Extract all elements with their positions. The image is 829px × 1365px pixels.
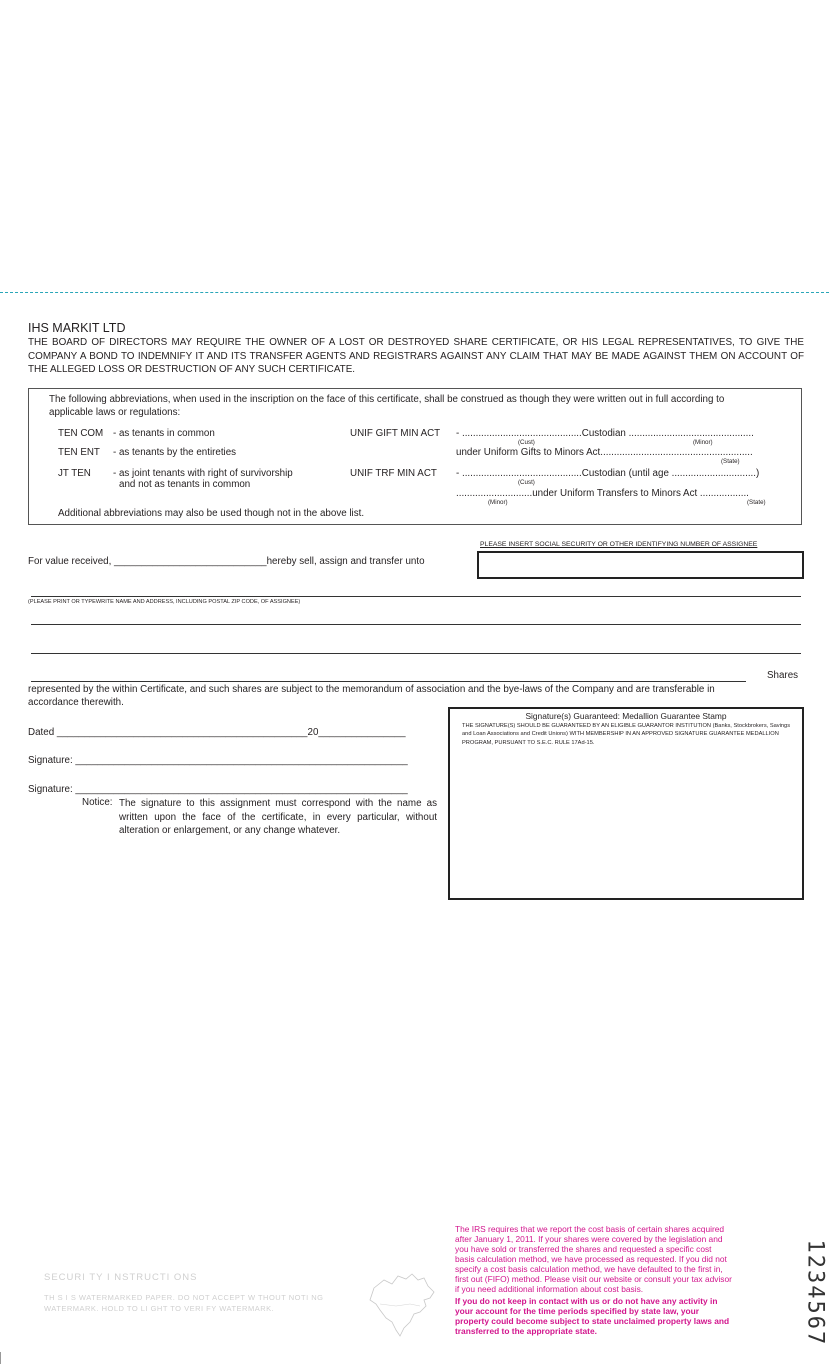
jt-ten-desc-2: and not as tenants in common — [119, 479, 251, 490]
unif-gift-label: UNIF GIFT MIN ACT — [350, 428, 441, 439]
guarantee-title: Signature(s) Guaranteed: Medallion Guarantee Stamp — [525, 711, 727, 721]
guarantee-text: THE SIGNATURE(S) SHOULD BE GUARANTEED BY AN ELIGIBLE GUARANTOR INSTITUTION (Banks, Stockbrokers, Savings and Loan Associations and Credit Unions) WITH MEMBERSHIP IN AN APPROVED SIGNATURE GUARANTEE MEDALLION PROGRAM, PURSUANT TO S.E.C. RULE 17Ad-15. — [462, 723, 791, 746]
security-instructions-text: TH S I S WATERMARKED PAPER. DO NOT ACCEPT W THOUT NOTI NG WATERMARK. HOLD TO LI GHT TO VERI FY WATERMARK. — [44, 1293, 324, 1313]
gift-cust-label: (Cust) — [518, 439, 535, 446]
irs-notice — [455, 1224, 733, 1336]
jt-ten-label: JT TEN — [58, 468, 91, 479]
shares-label: Shares — [767, 670, 799, 681]
notice-text: The signature to this assignment must correspond with the name as written upon the face of the certificate, in every particular, without alteration or enlargement, or any change whatever. — [119, 798, 437, 836]
abbreviations-intro: The following abbreviations, when used in the inscription on the face of this certificate, shall be construed as though they were written out in full according to applicable laws or regulations: — [49, 394, 725, 418]
signature-line-1[interactable]: Signature: _____________________________________________________________ — [28, 755, 408, 766]
unif-trf-label: UNIF TRF MIN ACT — [350, 468, 437, 479]
ten-ent-desc: - as tenants by the entireties — [113, 447, 237, 458]
irs-cost-basis-text: The IRS requires that we report the cost basis of certain shares acquired after January 1, 2011. If your shares were covered by the legislation and you have sold or transferred the shares and requested a specific cost basis calculation method, we have processed as requested. If you did not specify a cost basis calculation method, we have defaulted to the first in, first out (FIFO) method. Please visit our website or consult your tax advisor if you need additional information about cost basis. — [455, 1224, 732, 1294]
ssn-input-box[interactable] — [477, 551, 804, 579]
ten-com-desc: - as tenants in common — [113, 428, 215, 439]
security-instructions-title: SECURI TY I NSTRUCTI ONS — [44, 1272, 198, 1283]
represented-text: represented by the within Certificate, and such shares are subject to the memorandum of association and the bye-laws of the Company and are transferable in accordance therewith. — [28, 684, 715, 708]
trf-cust-label: (Cust) — [518, 479, 535, 486]
serial-number-area — [796, 1240, 829, 1350]
unif-trf-line: - ............................................Custodian (until age ...............................) — [456, 468, 760, 479]
assignee-name-line[interactable] — [31, 596, 801, 597]
ten-ent-label: TEN ENT — [58, 447, 100, 458]
north-america-map-icon — [366, 1270, 440, 1340]
ten-com-label: TEN COM — [58, 428, 104, 439]
serial-number: 1234567 — [802, 1239, 828, 1347]
gift-line-2: under Uniform Gifts to Minors Act........................................................ — [456, 447, 753, 458]
unif-gift-line: - ............................................Custodian .............................................. — [456, 428, 754, 439]
jt-ten-desc-1: - as joint tenants with right of survivorship — [113, 468, 293, 479]
additional-abbreviations: Additional abbreviations may also be used though not in the above list. — [58, 508, 365, 519]
assignee-address-line-2[interactable] — [31, 653, 801, 654]
gift-state-label: (State) — [721, 458, 740, 465]
notice-label: Notice: — [82, 797, 113, 808]
cut-line — [0, 292, 829, 293]
signature-line-2[interactable]: Signature: _____________________________________________________________ — [28, 784, 408, 795]
assignee-address-line-1[interactable] — [31, 624, 801, 625]
shares-line[interactable] — [31, 681, 746, 682]
assignee-print-note: (PLEASE PRINT OR TYPEWRITE NAME AND ADDRESS, INCLUDING POSTAL ZIP CODE, OF ASSIGNEE) — [28, 599, 301, 605]
trf-line-2: ............................under Uniform Transfers to Minors Act .................. — [456, 488, 749, 499]
board-notice: THE BOARD OF DIRECTORS MAY REQUIRE THE OWNER OF A LOST OR DESTROYED SHARE CERTIFICATE, OR HIS LEGAL REPRESENTATIVES, TO GIVE THE COMPANY A BOND TO INDEMNIFY IT AND ITS TRANSFER AGENTS AND REGISTRARS AGAINST ANY CLAIM THAT MAY BE MADE AGAINST THEM ON ACCOUNT OF THE ALLEGED LOSS OR DESTRUCTION OF ANY SUCH CERTIFICATE. — [28, 337, 804, 375]
abbreviations-box — [28, 388, 802, 525]
dated-line[interactable]: Dated ______________________________________________20________________ — [28, 727, 406, 738]
medallion-guarantee-box[interactable] — [448, 707, 804, 900]
margin-tick — [0, 1352, 1, 1364]
for-value-received: For value received, ____________________________hereby sell, assign and transfer unto — [28, 556, 425, 567]
trf-minor-label: (Minor) — [488, 499, 508, 506]
gift-minor-label: (Minor) — [693, 439, 713, 446]
company-name: IHS MARKIT LTD — [28, 321, 126, 335]
ssn-label: PLEASE INSERT SOCIAL SECURITY OR OTHER IDENTIFYING NUMBER OF ASSIGNEE — [480, 541, 758, 548]
trf-state-label: (State) — [747, 499, 766, 506]
irs-unclaimed-property-text: If you do not keep in contact with us or do not have any activity in your account for the time periods specified by state law, your property could become subject to state unclaimed property laws and transferred to the appropriate state. — [455, 1296, 730, 1336]
